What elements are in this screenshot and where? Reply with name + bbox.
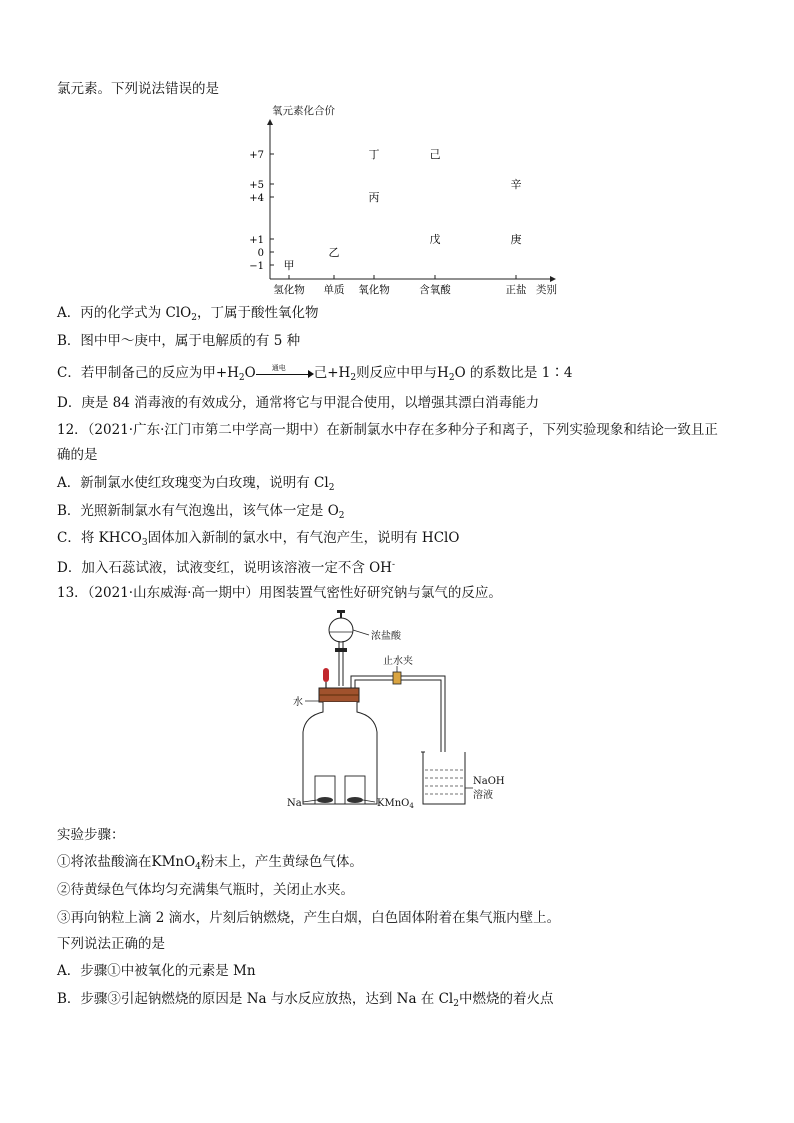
chart-xlabel: 类别	[536, 284, 557, 296]
q12-stem-line1: 12．（2021·广东·江门市第二中学高一期中）在新制氯水中存在多种分子和离子，下列实验现象和结论一致且正	[57, 422, 718, 438]
x-category-label: 氢化物	[273, 284, 305, 296]
x-category-label: 氧化物	[358, 284, 390, 296]
y-tick-label: +5	[249, 180, 264, 191]
q13-option-a: A．步骤①中被氧化的元素是 Mn	[57, 963, 256, 979]
q11-option-d: D．庚是 84 消毒液的有效成分，通常将它与甲混合使用，以增强其漂白消毒能力	[57, 395, 540, 411]
label-water: 水	[293, 697, 303, 708]
reaction-arrow: 通电	[256, 368, 314, 380]
step-2: ②待黄绿色气体均匀充满集气瓶时，关闭止水夹。	[57, 882, 354, 898]
q13-question: 下列说法正确的是	[57, 936, 165, 952]
sodium-granule-icon	[317, 797, 333, 803]
step-1: ①将浓盐酸滴在KMnO$_4$粉末上，产生黄绿色气体。	[57, 854, 363, 872]
intro-text: 氯元素。下列说法错误的是	[57, 81, 219, 97]
q13-option-b: B．步骤③引起钠燃烧的原因是 Na 与水反应放热，达到 Na 在 $Cl_2$中燃烧的着火点	[57, 991, 554, 1009]
q12-option-b: B．光照新制氯水有气泡逸出，该气体一定是 $O_2$	[57, 503, 345, 521]
x-category-label: 正盐	[505, 284, 527, 296]
x-category-label: 含氧酸	[419, 284, 451, 296]
label-acid: 浓盐酸	[371, 631, 401, 642]
chart-point-label: 丁	[368, 148, 380, 161]
y-tick-label: +1	[249, 235, 264, 246]
q11-option-b: B．图中甲～庚中，属于电解质的有 5 种	[57, 333, 301, 349]
chart-point-label: 乙	[328, 246, 340, 259]
step-3: ③再向钠粒上滴 2 滴水，片刻后钠燃烧，产生白烟，白色固体附着在集气瓶内壁上。	[57, 910, 561, 926]
valence-chart	[240, 100, 570, 300]
x-categories	[273, 275, 527, 296]
q12-stem-line2: 确的是	[57, 447, 98, 463]
q12-option-a: A．新制氯水使红玫瑰变为白玫瑰，说明有 $Cl_2$	[57, 475, 335, 493]
stopcock-icon	[335, 648, 347, 652]
chart-ylabel: 氧元素化合价	[272, 105, 335, 117]
y-tick-label: +4	[249, 193, 264, 204]
chart-point-label: 辛	[510, 178, 522, 191]
q11-option-a: A．丙的化学式为 ClO$_2$，丁属于酸性氧化物	[57, 305, 319, 323]
q13-stem: 13．（2021·山东威海·高一期中）用图装置气密性好研究钠与氯气的反应。	[57, 585, 502, 601]
y-tick-label: +7	[249, 150, 264, 161]
q12-option-d: D．加入石蕊试液，试液变红，说明该溶液一定不含 OH-	[57, 560, 396, 576]
label-kmno4: KMnO$_4$	[377, 798, 414, 810]
y-tick-label: 0	[257, 248, 264, 259]
label-solution: 溶液	[473, 790, 493, 801]
label-naoh: NaOH	[473, 776, 505, 787]
chart-point-label: 戊	[429, 233, 441, 246]
apparatus-diagram	[285, 608, 525, 813]
chart-point-label: 庚	[510, 233, 522, 246]
chart-points	[284, 148, 522, 272]
label-clamp: 止水夹	[383, 656, 413, 667]
kmno4-powder-icon	[347, 797, 363, 803]
chart-point-label: 己	[429, 148, 441, 161]
clamp-icon	[393, 672, 401, 684]
dropper-bulb-icon	[323, 668, 329, 682]
chart-point-label: 丙	[368, 191, 380, 204]
q12-option-c: C．将 $KHCO_3$固体加入新制的氯水中，有气泡产生，说明有 HClO	[57, 530, 460, 548]
y-tick-label: −1	[249, 261, 264, 272]
steps-title: 实验步骤：	[57, 827, 125, 843]
label-na: Na	[287, 798, 302, 809]
q11-option-c: C．若甲制备己的反应为甲$+H_2O$ 通电 己$+H_2$则反应中甲与$H_2O$ 的系数比是 1∶4	[57, 363, 573, 383]
chart-point-label: 甲	[283, 259, 295, 272]
x-category-label: 单质	[323, 284, 345, 296]
